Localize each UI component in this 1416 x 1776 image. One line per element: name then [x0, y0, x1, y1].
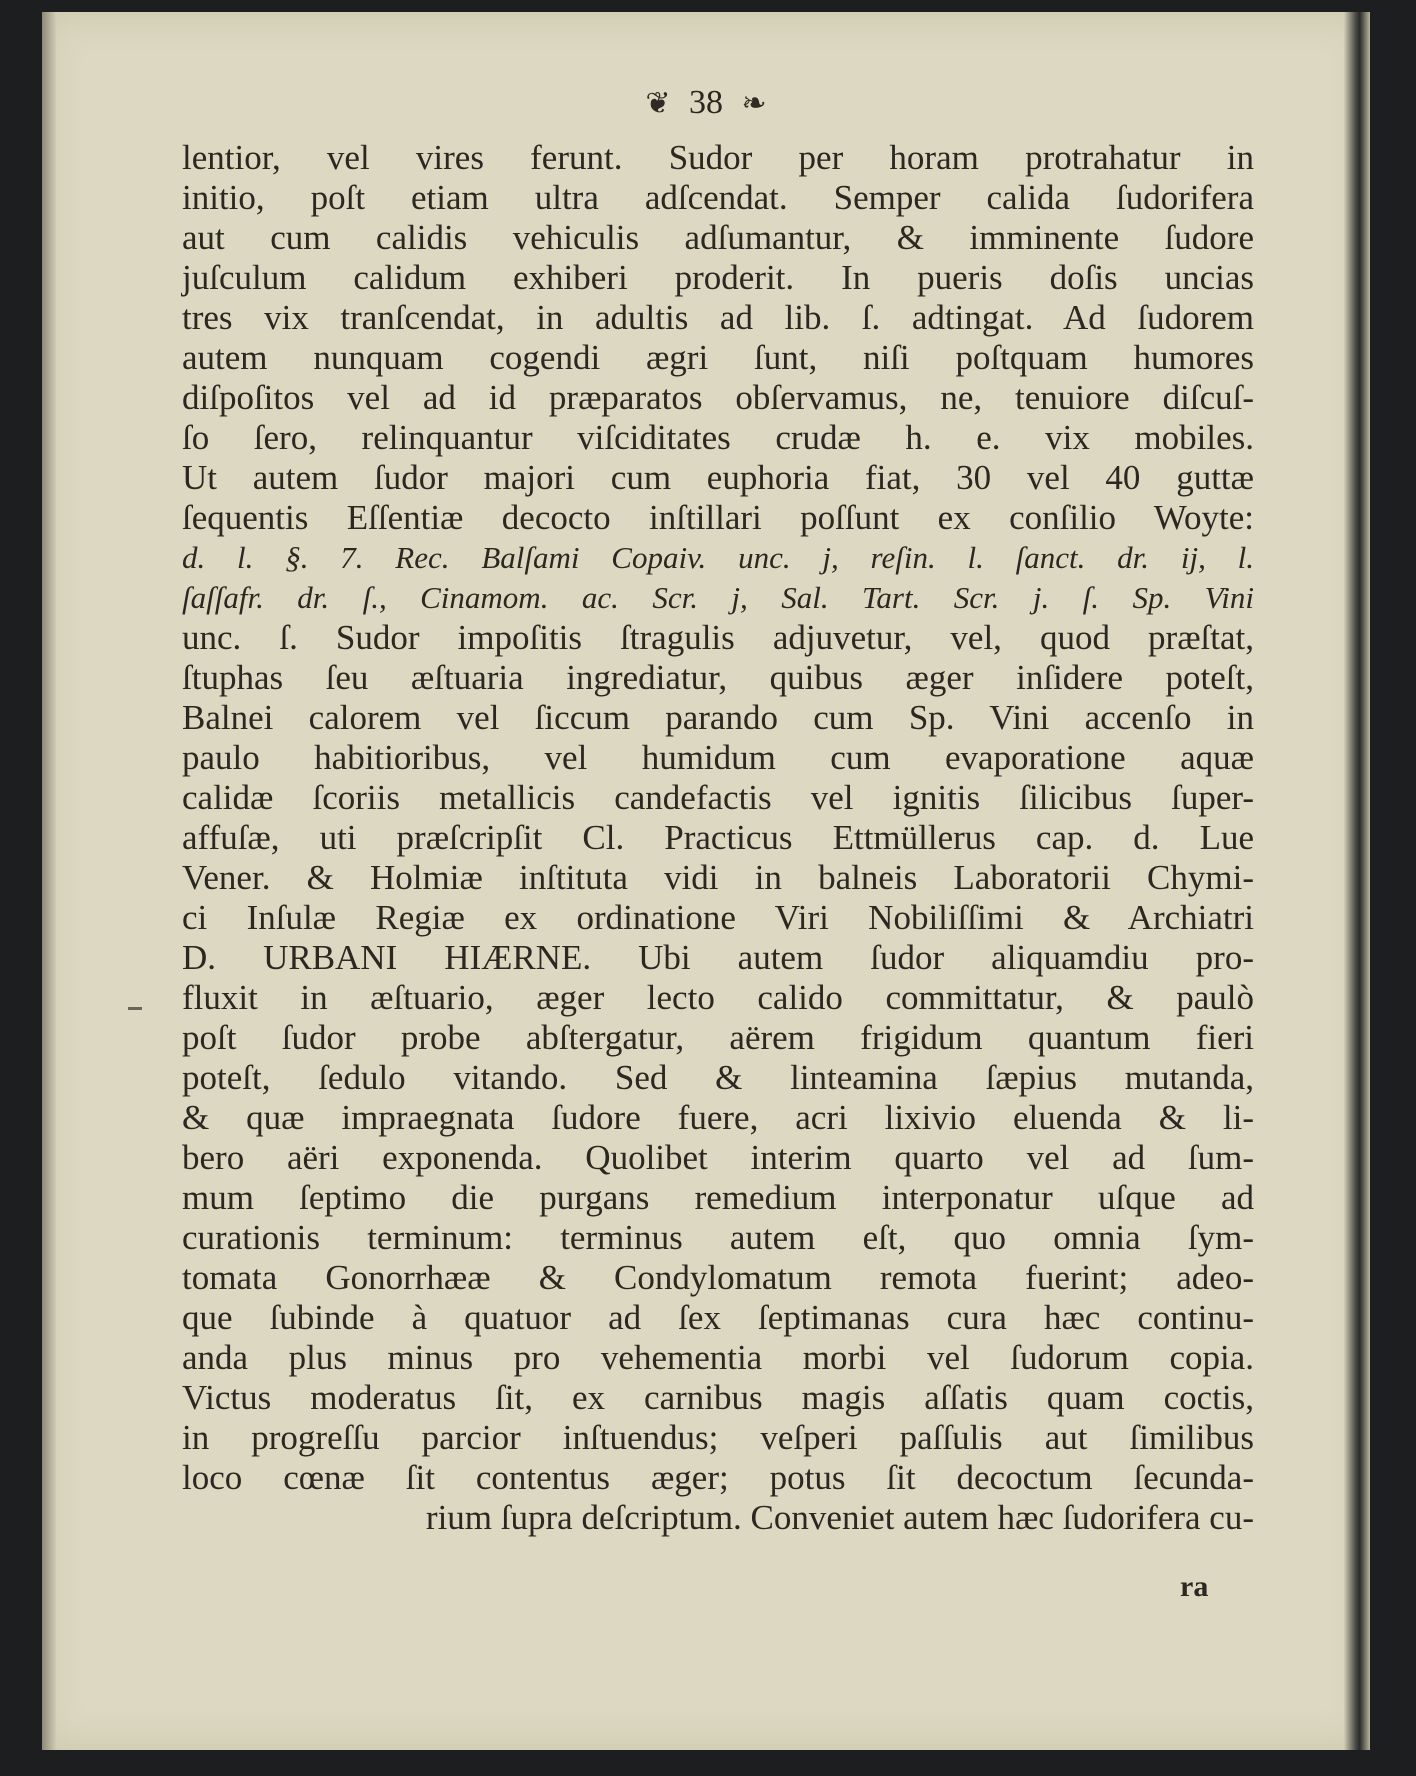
text-line: lentior, vel vires ferunt. Sudor per horam protrahatur in — [182, 138, 1254, 177]
book-page — [42, 12, 1370, 1750]
text-line: poſt ſudor probe abſtergatur, aërem frigidum quantum fieri — [182, 1018, 1254, 1057]
right-ornament-icon: ❧ — [741, 87, 767, 120]
text-line: que ſubinde à quatuor ad ſex ſeptimanas cura hæc continu- — [182, 1298, 1254, 1337]
text-line: ſo ſero, relinquantur viſciditates crudæ h. e. vix mobiles. — [182, 418, 1254, 457]
catchword: ra — [1180, 1570, 1209, 1603]
text-line: calidæ ſcoriis metallicis candefactis vel ignitis ſilicibus ſuper- — [182, 778, 1254, 817]
text-line: anda plus minus pro vehementia morbi vel ſudorum copia. — [182, 1338, 1254, 1377]
text-line: Vener. & Holmiæ inſtituta vidi in balneis Laboratorii Chymi- — [182, 858, 1254, 897]
text-line: autem nunquam cogendi ægri ſunt, niſi poſtquam humores — [182, 338, 1254, 377]
text-line: fluxit in æſtuario, æger lecto calido committatur, & paulò — [182, 978, 1254, 1017]
margin-mark — [128, 1007, 142, 1010]
text-line: mum ſeptimo die purgans remedium interponatur uſque ad — [182, 1178, 1254, 1217]
text-line: initio, poſt etiam ultra adſcendat. Semper calida ſudorifera — [182, 178, 1254, 217]
text-line: ci Inſulæ Regiæ ex ordinatione Viri Nobiliſſimi & Archiatri — [182, 898, 1254, 937]
text-line: affuſæ, uti præſcripſit Cl. Practicus Ettmüllerus cap. d. Lue — [182, 818, 1254, 857]
text-line: Victus moderatus ſit, ex carnibus magis aſſatis quam coctis, — [182, 1378, 1254, 1417]
text-line: rium ſupra deſcriptum. Conveniet autem hæc ſudorifera cu- — [425, 1498, 1254, 1537]
text-line: ſequentis Eſſentiæ decocto inſtillari poſſunt ex conſilio Woyte: — [182, 498, 1254, 537]
text-line: curationis terminum: terminus autem eſt, quo omnia ſym- — [182, 1218, 1254, 1257]
text-line: D. URBANI HIÆRNE. Ubi autem ſudor aliquamdiu pro- — [182, 938, 1254, 977]
text-line: ſtuphas ſeu æſtuaria ingrediatur, quibus æger inſidere poteſt, — [182, 658, 1254, 697]
text-line: unc. ſ. Sudor impoſitis ſtragulis adjuvetur, vel, quod præſtat, — [182, 618, 1254, 657]
text-line-recipe: d. l. §. 7. Rec. Balſami Copaiv. unc. j, reſin. l. ſanct. dr. ij, l. — [182, 540, 1254, 575]
page-gutter-right — [1344, 12, 1370, 1750]
text-line-recipe: ſaſſafr. dr. ſ., Cinamom. ac. Scr. j, Sal. Tart. Scr. j. ſ. Sp. Vini — [182, 580, 1254, 615]
text-line: & quæ impraegnata ſudore fuere, acri lixivio eluenda & li- — [182, 1098, 1254, 1137]
text-line: poteſt, ſedulo vitando. Sed & linteamina ſæpius mutanda, — [182, 1058, 1254, 1097]
body-text — [182, 138, 1254, 1538]
text-line: aut cum calidis vehiculis adſumantur, & imminente ſudore — [182, 218, 1254, 257]
text-line: loco cœnæ ſit contentus æger; potus ſit decoctum ſecunda- — [182, 1458, 1254, 1497]
page-header — [42, 84, 1370, 122]
page-edge-left — [42, 12, 56, 1750]
text-line: juſculum calidum exhiberi proderit. In pueris doſis uncias — [182, 258, 1254, 297]
text-line: tomata Gonorrhææ & Condylomatum remota fuerint; adeo- — [182, 1258, 1254, 1297]
text-line: diſpoſitos vel ad id præparatos obſervamus, ne, tenuiore diſcuſ- — [182, 378, 1254, 417]
text-line: bero aëri exponenda. Quolibet interim quarto vel ad ſum- — [182, 1138, 1254, 1177]
text-line: paulo habitioribus, vel humidum cum evaporatione aquæ — [182, 738, 1254, 777]
text-line: Balnei calorem vel ſiccum parando cum Sp. Vini accenſo in — [182, 698, 1254, 737]
text-line: tres vix tranſcendat, in adultis ad lib. ſ. adtingat. Ad ſudorem — [182, 298, 1254, 337]
page-number: 38 — [689, 84, 723, 121]
text-line: Ut autem ſudor majori cum euphoria fiat, 30 vel 40 guttæ — [182, 458, 1254, 497]
text-line: in progreſſu parcior inſtuendus; veſperi paſſulis aut ſimilibus — [182, 1418, 1254, 1457]
left-ornament-icon: ❦ — [645, 87, 671, 120]
